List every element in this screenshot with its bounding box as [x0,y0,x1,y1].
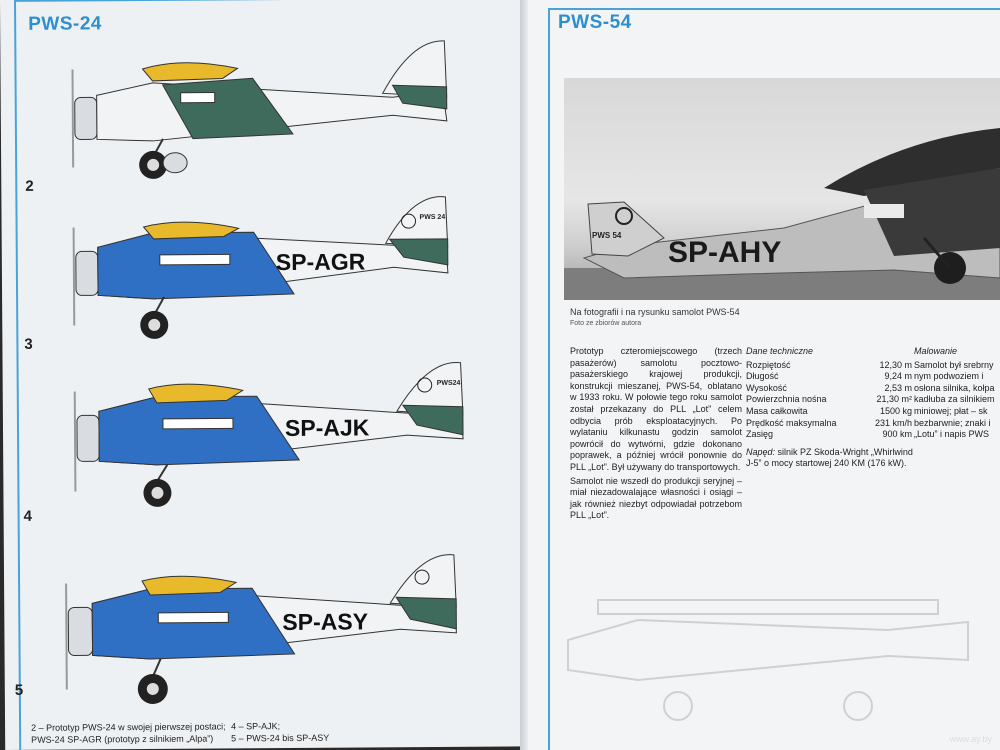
photo-caption: Na fotografii i na rysunku samolot PWS-54 [570,307,740,317]
engine-text: silnik PZ Skoda-Wright „Whirlwind J-5” o mocy startowej 240 KM (176 kW). [746,446,913,469]
tech-label: Długość [746,371,779,382]
paint-line: bezbarwnie; znaki i [914,417,991,428]
table-row [746,360,918,372]
illustration-number-4: 4 [23,507,33,525]
body-paragraph-2: Samolot nie wszedł do produkcji seryjnej – miał niezadowalające własności i osiągi – jak również niezbyt odpowiadał potrzebom PLL „Lot”. [570,475,742,521]
registration-sp-ajk: SP-AJK [284,414,370,442]
tech-value: 9,24 m [884,371,912,382]
engine-info [746,447,918,470]
tail-text-4: PWS24 [436,379,461,387]
caption-line-2: PWS-24 SP-AGR (prototyp z silnikiem „Alpa”) [31,733,214,745]
photo-plane-drawing [564,78,1000,300]
photo-registration: SP-AHY [668,236,782,269]
tech-label: Zasięg [746,429,774,440]
plane-illustration-5 [60,551,461,714]
photo-tail-text: PWS 54 [592,231,622,240]
aircraft-photo [564,78,1000,300]
table-row [746,418,918,430]
table-row [746,406,918,418]
table-row [746,394,918,406]
body-text [570,346,742,524]
tech-label: Wysokość [746,382,787,393]
illustration-number-5: 5 [14,681,24,699]
tech-value: 1500 kg [879,405,912,416]
tech-value: 21,30 m² [876,394,912,405]
tech-heading: Dane techniczne [746,346,814,356]
engine-label: Napęd: [746,446,776,457]
registration-sp-asy: SP-ASY [282,608,369,636]
table-row [746,371,918,383]
illustration-number-3: 3 [24,335,33,353]
tech-value: 12,30 m [879,359,912,370]
caption-line-3: 4 – SP-AJK; [231,721,281,732]
photo-credit: Foto ze zbiorów autora [570,320,642,327]
tech-label: Masa całkowita [746,405,808,416]
plane-illustration-4 [67,359,468,522]
paint-line: Samolot był srebrny [914,359,994,370]
paint-line: kadłuba za silnikiem [914,394,995,405]
right-page-title: PWS-54 [558,12,632,33]
tech-value: 231 km/h [874,417,912,428]
paint-line: nym podwoziem i [914,371,984,382]
tech-label: Rozpiętość [746,359,791,370]
paint-heading: Malowanie [914,346,958,356]
faint-background-plane [558,530,978,730]
registration-sp-agr: SP-AGR [275,248,366,276]
tech-label: Powierzchnia nośna [746,394,827,405]
table-row [746,383,918,395]
plane-illustration-3 [63,195,454,348]
body-paragraph-1: Prototyp czteromiejscowego (trzech pasażerów) samolotu pocztowo-pasażerskiego krajowej produkcji, konstrukcji mieszanej, PWS-54, oblatano w 1933 roku. W połowie tego roku samolot został przekazany do PLL „Lot” celem odbycia prób eksploatacyjnych. Po wylataniu kilkunastu godzin samolot powrócił do wytwórni, gdzie dokonano poprawek, a później wrócił ponownie do PLL „Lot”. Był używany do transportowych. [570,346,742,472]
caption-line-4: 5 – PWS-24 bis SP-ASY [231,732,330,744]
left-page-title: PWS-24 [28,13,102,35]
table-row [746,429,918,441]
illustration-number-2: 2 [25,177,34,195]
paint-line: miniowej; płat – sk [914,405,988,416]
left-page-caption [31,718,511,745]
tech-label: Prędkość maksymalna [746,417,837,428]
caption-line-1: 2 – Prototyp PWS-24 w swojej pierwszej postaci; [31,721,226,733]
plane-illustration-2 [62,37,453,190]
tech-table [746,360,918,441]
tail-text-3: PWS 24 [419,213,446,222]
tech-value: 900 km [882,429,912,440]
paint-scheme [914,346,1000,441]
watermark: www.ay.by [949,734,992,744]
paint-line: osłona silnika, kołpa [914,382,995,393]
paint-line: „Lotu” i napis PWS [914,429,990,440]
tech-value: 2,53 m [884,382,912,393]
right-page [528,0,1000,750]
tech-data [746,346,918,470]
caption-col2 [231,720,329,745]
